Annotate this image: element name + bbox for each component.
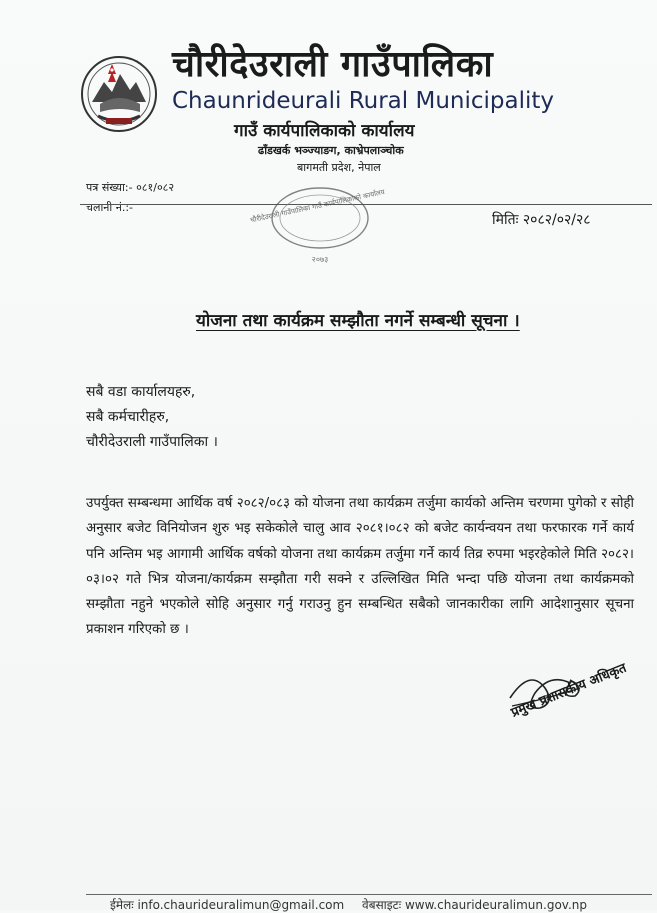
recipient-line: सबै कर्मचारीहरु, xyxy=(86,409,170,425)
recipients-block xyxy=(86,380,218,455)
nepal-emblem-logo xyxy=(78,52,160,136)
address-line-2: बागमती प्रदेश, नेपाल xyxy=(297,161,381,174)
recipient-line: सबै वडा कार्यालयहरु, xyxy=(86,384,196,400)
municipality-title-english: Chaunrideurali Rural Municipality xyxy=(172,88,555,114)
footer-contact xyxy=(110,896,601,913)
signatory-title: प्रमुख प्रशासकीय अधिकृत xyxy=(509,660,629,721)
letter-number: पत्र संख्या:- ०८१/०८२ xyxy=(86,181,175,194)
dispatch-number: चलानी नं.:- xyxy=(86,201,134,214)
stamp-year: २०७३ xyxy=(311,255,329,264)
letter-date: मितिः २०८२/०२/२८ xyxy=(492,212,591,228)
official-stamp xyxy=(249,178,386,268)
footer-website: वेबसाइटः www.chaurideuralimun.gov.np xyxy=(362,898,587,912)
reference-block xyxy=(86,178,174,218)
recipient-line: चौरीदेउराली गाउँपालिका । xyxy=(86,434,218,450)
footer-email: ईमेलः info.chaurideuralimun@gmail.com xyxy=(110,898,345,912)
address-line-1: ढाँडखर्क भञ्ज्याङग, काभ्रेपलाञ्चोक xyxy=(258,144,404,157)
notice-subject: योजना तथा कार्यक्रम सम्झौता नगर्ने सम्बन्धी सूचना । xyxy=(196,311,520,331)
office-name: गाउँ कार्यपालिकाको कार्यालय xyxy=(234,121,415,141)
footer-divider xyxy=(86,894,652,895)
notice-body: उपर्युक्त सम्बन्धमा आर्थिक वर्ष २०८२/०८३ को योजना तथा कार्यक्रम तर्जुमा कार्यको अन्तिम चरणमा पुगेको र सोही अनुसार बजेट विनियोजन शुरु भइ सकेकोले चालु आव २०८१।०८२ को बजेट कार्यन्वयन तथा फरफारक गर्ने कार्य पनि अन्तिम भइ आगामी आर्थिक वर्षको योजना तथा कार्यक्रम तर्जुमा गर्ने कार्य तिव्र रुपमा भइरहेकोले मिति २०८२।०३।०२ गते भित्र योजना/कार्यक्रम सम्झौता गरी सक्ने र उल्लिखित मिति भन्दा पछि योजना तथा कार्यक्रमको सम्झौता नहुने भएकोले सोहि अनुसार गर्नु गराउनु हुन सम्बन्धित सबैको जानकारीका लागि आदेशानुसार सूचना प्रकाशन गरिएको छ । xyxy=(86,496,634,638)
stamp-text: चौरीदेउराली गाउँपालिका गाउँ कार्यपालिकाको कार्यालय xyxy=(249,188,386,225)
municipality-title-nepali: चौरीदेउराली गाउँपालिका xyxy=(172,44,494,85)
